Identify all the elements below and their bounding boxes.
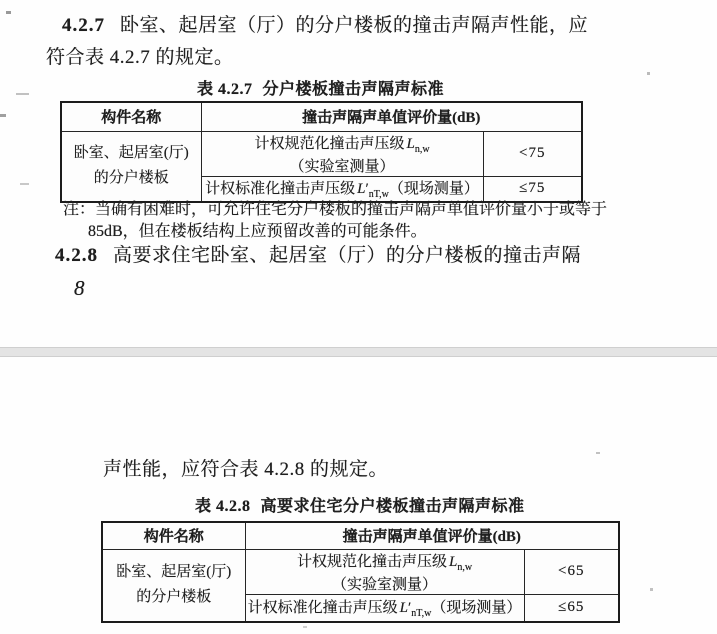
table-4-2-8-row-label (102, 549, 245, 622)
clause-4-2-7-line1 (62, 14, 588, 37)
table-4-2-7-title-number: 表 4.2.7 (197, 81, 253, 98)
level-subscript: n,w (414, 143, 430, 155)
table-4-2-7-header-rating: 撞击声隔声单值评价量(dB) (201, 102, 582, 131)
desc-prefix: 计权标准化撞击声压级 (205, 181, 356, 198)
row-label-line2: 的分户楼板 (93, 170, 169, 187)
table-4-2-7-header-row (61, 102, 582, 131)
level-subscript: n,w (457, 561, 473, 573)
table-4-2-7-row-lab-desc (201, 131, 483, 176)
table-4-2-7-title-text: 分户楼板撞击声隔声标准 (262, 81, 445, 98)
desc-suffix: （实验室测量） (289, 158, 395, 175)
desc-suffix: （现场测量） (388, 181, 479, 198)
table-4-2-7-title (197, 76, 444, 99)
clause-4-2-7-number: 4.2.7 (62, 15, 105, 36)
table-4-2-8-row-lab (102, 549, 619, 594)
row-label-line2: 的分户楼板 (136, 589, 212, 606)
table-4-2-8-header-row (102, 522, 619, 549)
level-symbol: L (357, 181, 366, 198)
scan-artifact (20, 183, 29, 185)
table-4-2-8-title-text: 高要求住宅分户楼板撞击声隔声标准 (260, 498, 525, 515)
table-4-2-8-row-lab-desc (245, 549, 524, 594)
table-4-2-8-title (195, 493, 525, 516)
desc-prefix: 计权规范化撞击声压级 (254, 135, 405, 152)
clause-4-2-8-line (55, 244, 581, 267)
table-4-2-7 (60, 101, 583, 203)
scan-artifact (0, 114, 6, 117)
level-prime: ′ (407, 600, 412, 617)
table-4-2-8-title-number: 表 4.2.8 (195, 498, 251, 515)
table-4-2-7-row-label (61, 131, 201, 202)
desc-suffix: （现场测量） (431, 600, 522, 617)
level-subscript: nT,w (368, 189, 389, 201)
table-note-line1 (63, 200, 607, 220)
scan-artifact (16, 93, 29, 95)
level-symbol: L (406, 135, 415, 152)
table-4-2-8-row-field-value: ≤65 (524, 594, 619, 622)
clause-4-2-7-line2: 符合表 4.2.7 的规定。 (46, 47, 234, 68)
note-text1: 当确有困难时，可允许住宅分户楼板的撞击声隔声单值评价量小于或等于 (95, 201, 608, 218)
desc-suffix: （实验室测量） (331, 576, 437, 593)
page-number: 8 (74, 276, 85, 300)
scan-artifact (596, 452, 600, 454)
row-label-line1: 卧室、起居室(厅) (73, 145, 189, 162)
level-symbol: L (448, 553, 458, 570)
table-4-2-8-row-lab-value: <65 (524, 549, 619, 594)
level-subscript: nT,w (411, 608, 432, 620)
level-prime: ′ (365, 181, 369, 198)
table-4-2-7-header-component: 构件名称 (61, 102, 201, 131)
clause-4-2-8-text: 高要求住宅卧室、起居室（厅）的分户楼板的撞击声隔 (113, 245, 582, 266)
scan-artifact (647, 72, 650, 75)
note-label: 注： (63, 201, 96, 218)
table-4-2-8-header-rating: 撞击声隔声单值评价量(dB) (245, 522, 619, 549)
row-label-line1: 卧室、起居室(厅) (116, 564, 232, 581)
table-4-2-7-row-field-desc (201, 176, 483, 202)
scan-artifact (650, 588, 653, 591)
table-4-2-8 (101, 521, 620, 623)
scan-artifact (303, 626, 307, 628)
clause-4-2-7-text: 卧室、起居室（厅）的分户楼板的撞击声隔声性能，应 (120, 15, 589, 36)
level-symbol: L (399, 600, 408, 617)
scan-artifact (6, 11, 11, 14)
table-4-2-7-row-lab-value: <75 (483, 131, 582, 176)
table-4-2-7-row-lab (61, 131, 582, 176)
desc-prefix: 计权规范化撞击声压级 (296, 553, 447, 570)
table-4-2-7-row-field-value: ≤75 (483, 176, 582, 202)
page-separator-band (0, 347, 717, 357)
table-4-2-8-row-field-desc (245, 594, 524, 622)
desc-prefix: 计权标准化撞击声压级 (247, 600, 398, 617)
table-4-2-8-header-component: 构件名称 (102, 522, 245, 549)
clause-4-2-8-number: 4.2.8 (55, 245, 98, 266)
table-note-line2: 85dB，但在楼板结构上应预留改善的可能条件。 (88, 223, 427, 240)
clause-4-2-8-continuation: 声性能，应符合表 4.2.8 的规定。 (103, 459, 389, 480)
